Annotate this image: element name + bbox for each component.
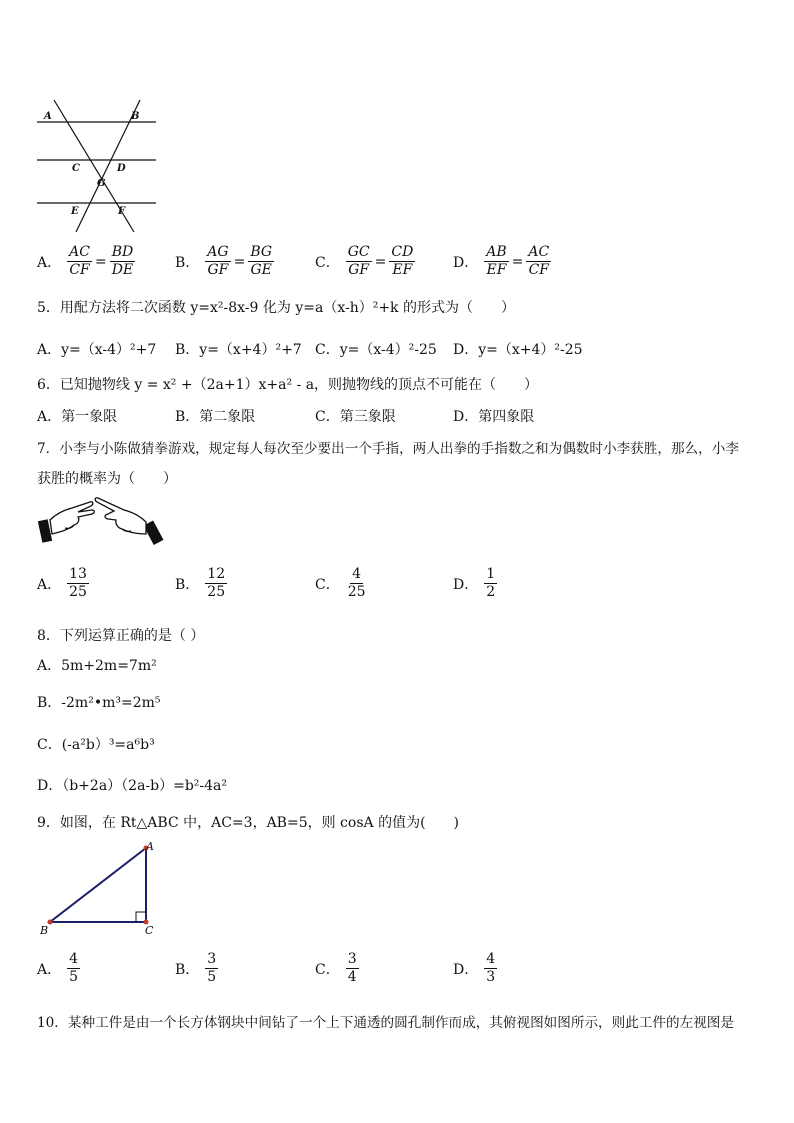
- label-F: F: [118, 206, 126, 217]
- q7-option-c[interactable]: C． $\frac{4}{25}$: [315, 566, 366, 600]
- q8-option-a[interactable]: A．5m+2m=7m²: [37, 658, 157, 674]
- label-D: D: [117, 163, 126, 174]
- q7-option-b[interactable]: B． $\frac{12}{25}$: [175, 566, 226, 600]
- right-triangle-figure: [38, 838, 162, 938]
- label-G: G: [97, 178, 106, 189]
- hands-illustration: [38, 494, 164, 546]
- q8-stem: 8．下列运算正确的是（ ）: [37, 628, 205, 644]
- q6-option-a[interactable]: A．第一象限: [37, 409, 118, 425]
- parallel-lines-figure: [34, 96, 158, 236]
- q6-option-b[interactable]: B．第二象限: [175, 409, 256, 425]
- q5-option-c[interactable]: C．y=（x-4）²-25: [315, 342, 437, 358]
- q6-option-d[interactable]: D．第四象限: [453, 409, 535, 425]
- label-B: B: [131, 111, 140, 122]
- q4-option-a[interactable]: A． $\frac{AC}{CF}$ = $\frac{BD}{DE}$: [37, 244, 134, 278]
- q10-stem: 10．某种工件是由一个长方体钢块中间钻了一个上下通透的圆孔制作而成，其俯视图如图所示，则此工件的左视图是: [37, 1015, 734, 1031]
- q8-option-c[interactable]: C．(-a²b）³=a⁶b³: [37, 737, 155, 753]
- label-E: E: [71, 206, 79, 217]
- q9-stem: 9．如图，在 Rt△ABC 中，AC=3，AB=5，则 cosA 的值为( ): [37, 815, 459, 831]
- q9-option-b[interactable]: B． $\frac{3}{5}$: [175, 951, 217, 985]
- q8-option-d[interactable]: D．（b+2a）（2a-b）=b²-4a²: [37, 778, 228, 794]
- q4-option-c[interactable]: C． $\frac{GC}{GF}$ = $\frac{CD}{EF}$: [315, 244, 414, 278]
- q6-option-c[interactable]: C．第三象限: [315, 409, 396, 425]
- label-A: A: [146, 840, 154, 853]
- q5-stem: 5．用配方法将二次函数 y=x²-8x-9 化为 y=a（x-h）²+k 的形式为（ ）: [37, 300, 515, 316]
- label-C: C: [72, 163, 80, 174]
- q8-option-b[interactable]: B．-2m²•m³=2m⁵: [37, 695, 161, 711]
- q7-option-d[interactable]: D． $\frac{1}{2}$: [453, 566, 496, 600]
- q7-option-a[interactable]: A． $\frac{13}{25}$: [37, 566, 87, 600]
- q5-option-a[interactable]: A．y=（x-4）²+7: [37, 342, 157, 358]
- q9-option-d[interactable]: D． $\frac{4}{3}$: [453, 951, 496, 985]
- q7-stem-line-2: 获胜的概率为（ ）: [37, 471, 177, 487]
- q4-option-d[interactable]: D． $\frac{AB}{EF}$ = $\frac{AC}{CF}$: [453, 244, 550, 278]
- label-B: B: [40, 924, 49, 937]
- label-C: C: [145, 924, 154, 937]
- q4-option-b[interactable]: B． $\frac{AG}{GF}$ = $\frac{BG}{GE}$: [175, 244, 273, 278]
- q9-option-a[interactable]: A． $\frac{4}{5}$: [37, 951, 79, 985]
- label-A: A: [44, 111, 52, 122]
- q9-option-c[interactable]: C． $\frac{3}{4}$: [315, 951, 357, 985]
- q5-option-b[interactable]: B．y=（x+4）²+7: [175, 342, 302, 358]
- q7-stem-line-1: 7．小李与小陈做猜拳游戏，规定每人每次至少要出一个手指，两人出拳的手指数之和为偶数时小李获胜，那么，小李: [37, 441, 739, 457]
- q5-option-d[interactable]: D．y=（x+4）²-25: [453, 342, 583, 358]
- q6-stem: 6．已知抛物线 y = x² +（2a+1）x+a² - a，则抛物线的顶点不可能在（ ）: [37, 377, 539, 393]
